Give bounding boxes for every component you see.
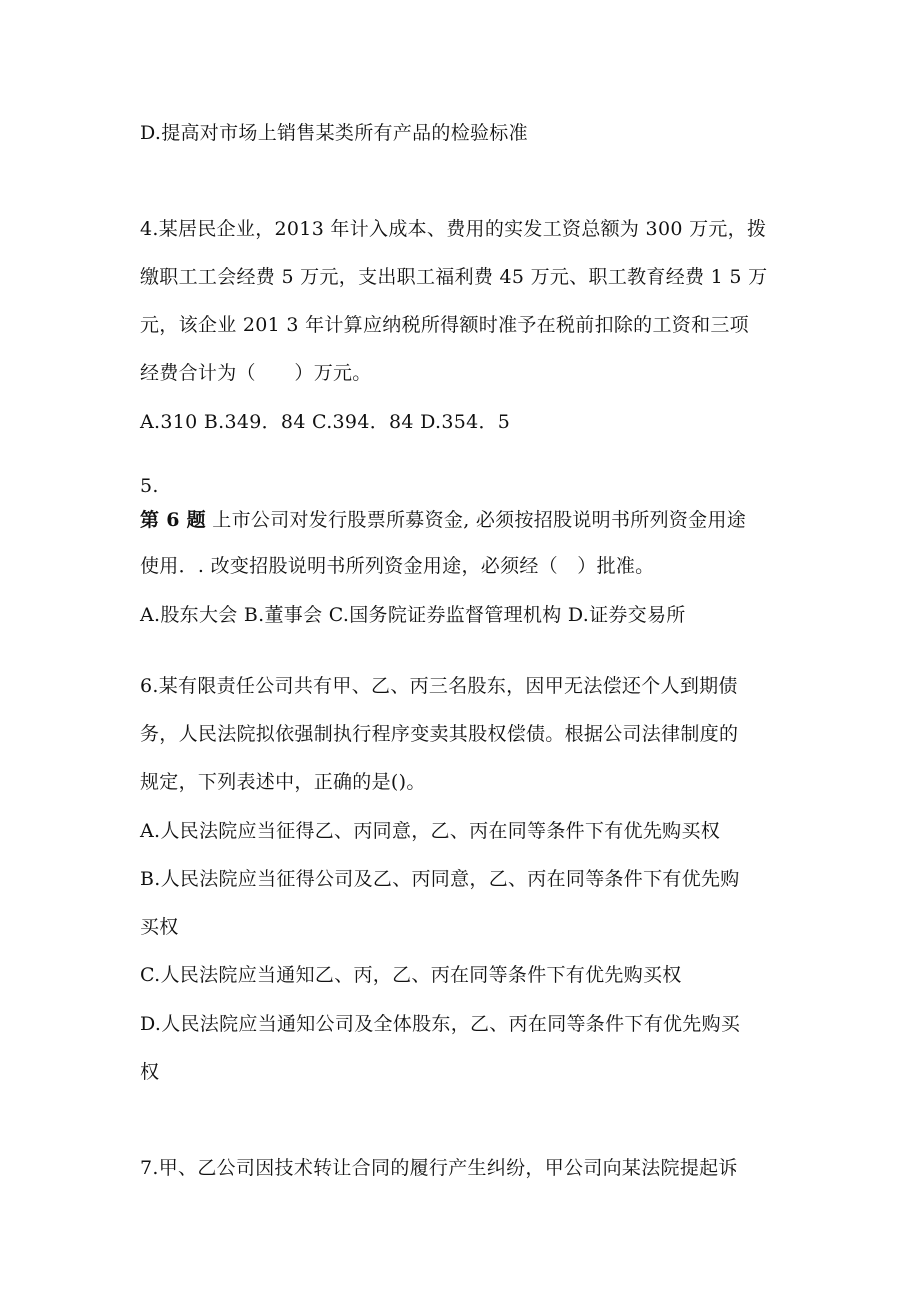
q6-option-d-line-2: 权 — [140, 1061, 160, 1083]
q6-line-2: 务，人民法院拟依强制执行程序变卖其股权偿债。根据公司法律制度的 — [140, 723, 739, 745]
q5-number: 5. — [140, 475, 159, 497]
q5-line-2: 使用．. 改变招股说明书所列资金用途，必须经（ ）批准。 — [140, 555, 655, 577]
q5-line-1-text: 上市公司对发行股票所募资金, 必须按招股说明书所列资金用途 — [212, 509, 747, 531]
q5-options: A.股东大会 B.董事会 C.国务院证券监督管理机构 D.证券交易所 — [140, 604, 686, 626]
q6-line-3: 规定，下列表述中，正确的是()。 — [140, 771, 426, 793]
q6-option-b-line-2: 买权 — [140, 916, 179, 938]
q4-line-3: 元，该企业 201 3 年计算应纳税所得额时准予在税前扣除的工资和三项 — [140, 314, 749, 336]
q6-line-1: 6.某有限责任公司共有甲、乙、丙三名股东，因甲无法偿还个人到期债 — [140, 675, 738, 697]
q5-line-1 — [140, 508, 746, 532]
q6-option-a: A.人民法院应当征得乙、丙同意，乙、丙在同等条件下有优先购买权 — [140, 820, 721, 842]
q7-line-1: 7.甲、乙公司因技术转让合同的履行产生纠纷，甲公司向某法院提起诉 — [140, 1157, 738, 1179]
q4-options: A.310 B.349．84 C.394．84 D.354．5 — [140, 411, 511, 433]
prev-option-d: D.提高对市场上销售某类所有产品的检验标准 — [140, 122, 528, 144]
q6-option-b-line-1: B.人民法院应当征得公司及乙、丙同意，乙、丙在同等条件下有优先购 — [140, 868, 740, 890]
q6-option-d-line-1: D.人民法院应当通知公司及全体股东，乙、丙在同等条件下有优先购买 — [140, 1013, 741, 1035]
q4-line-4: 经费合计为（ ）万元。 — [140, 362, 372, 384]
q4-line-1: 4.某居民企业，2013 年计入成本、费用的实发工资总额为 300 万元，拨 — [140, 218, 767, 240]
q5-title: 第 6 题 — [140, 509, 206, 531]
q4-line-2: 缴职工工会经费 5 万元，支出职工福利费 45 万元、职工教育经费 1 5 万 — [140, 266, 768, 288]
q6-option-c: C.人民法院应当通知乙、丙，乙、丙在同等条件下有优先购买权 — [140, 964, 682, 986]
